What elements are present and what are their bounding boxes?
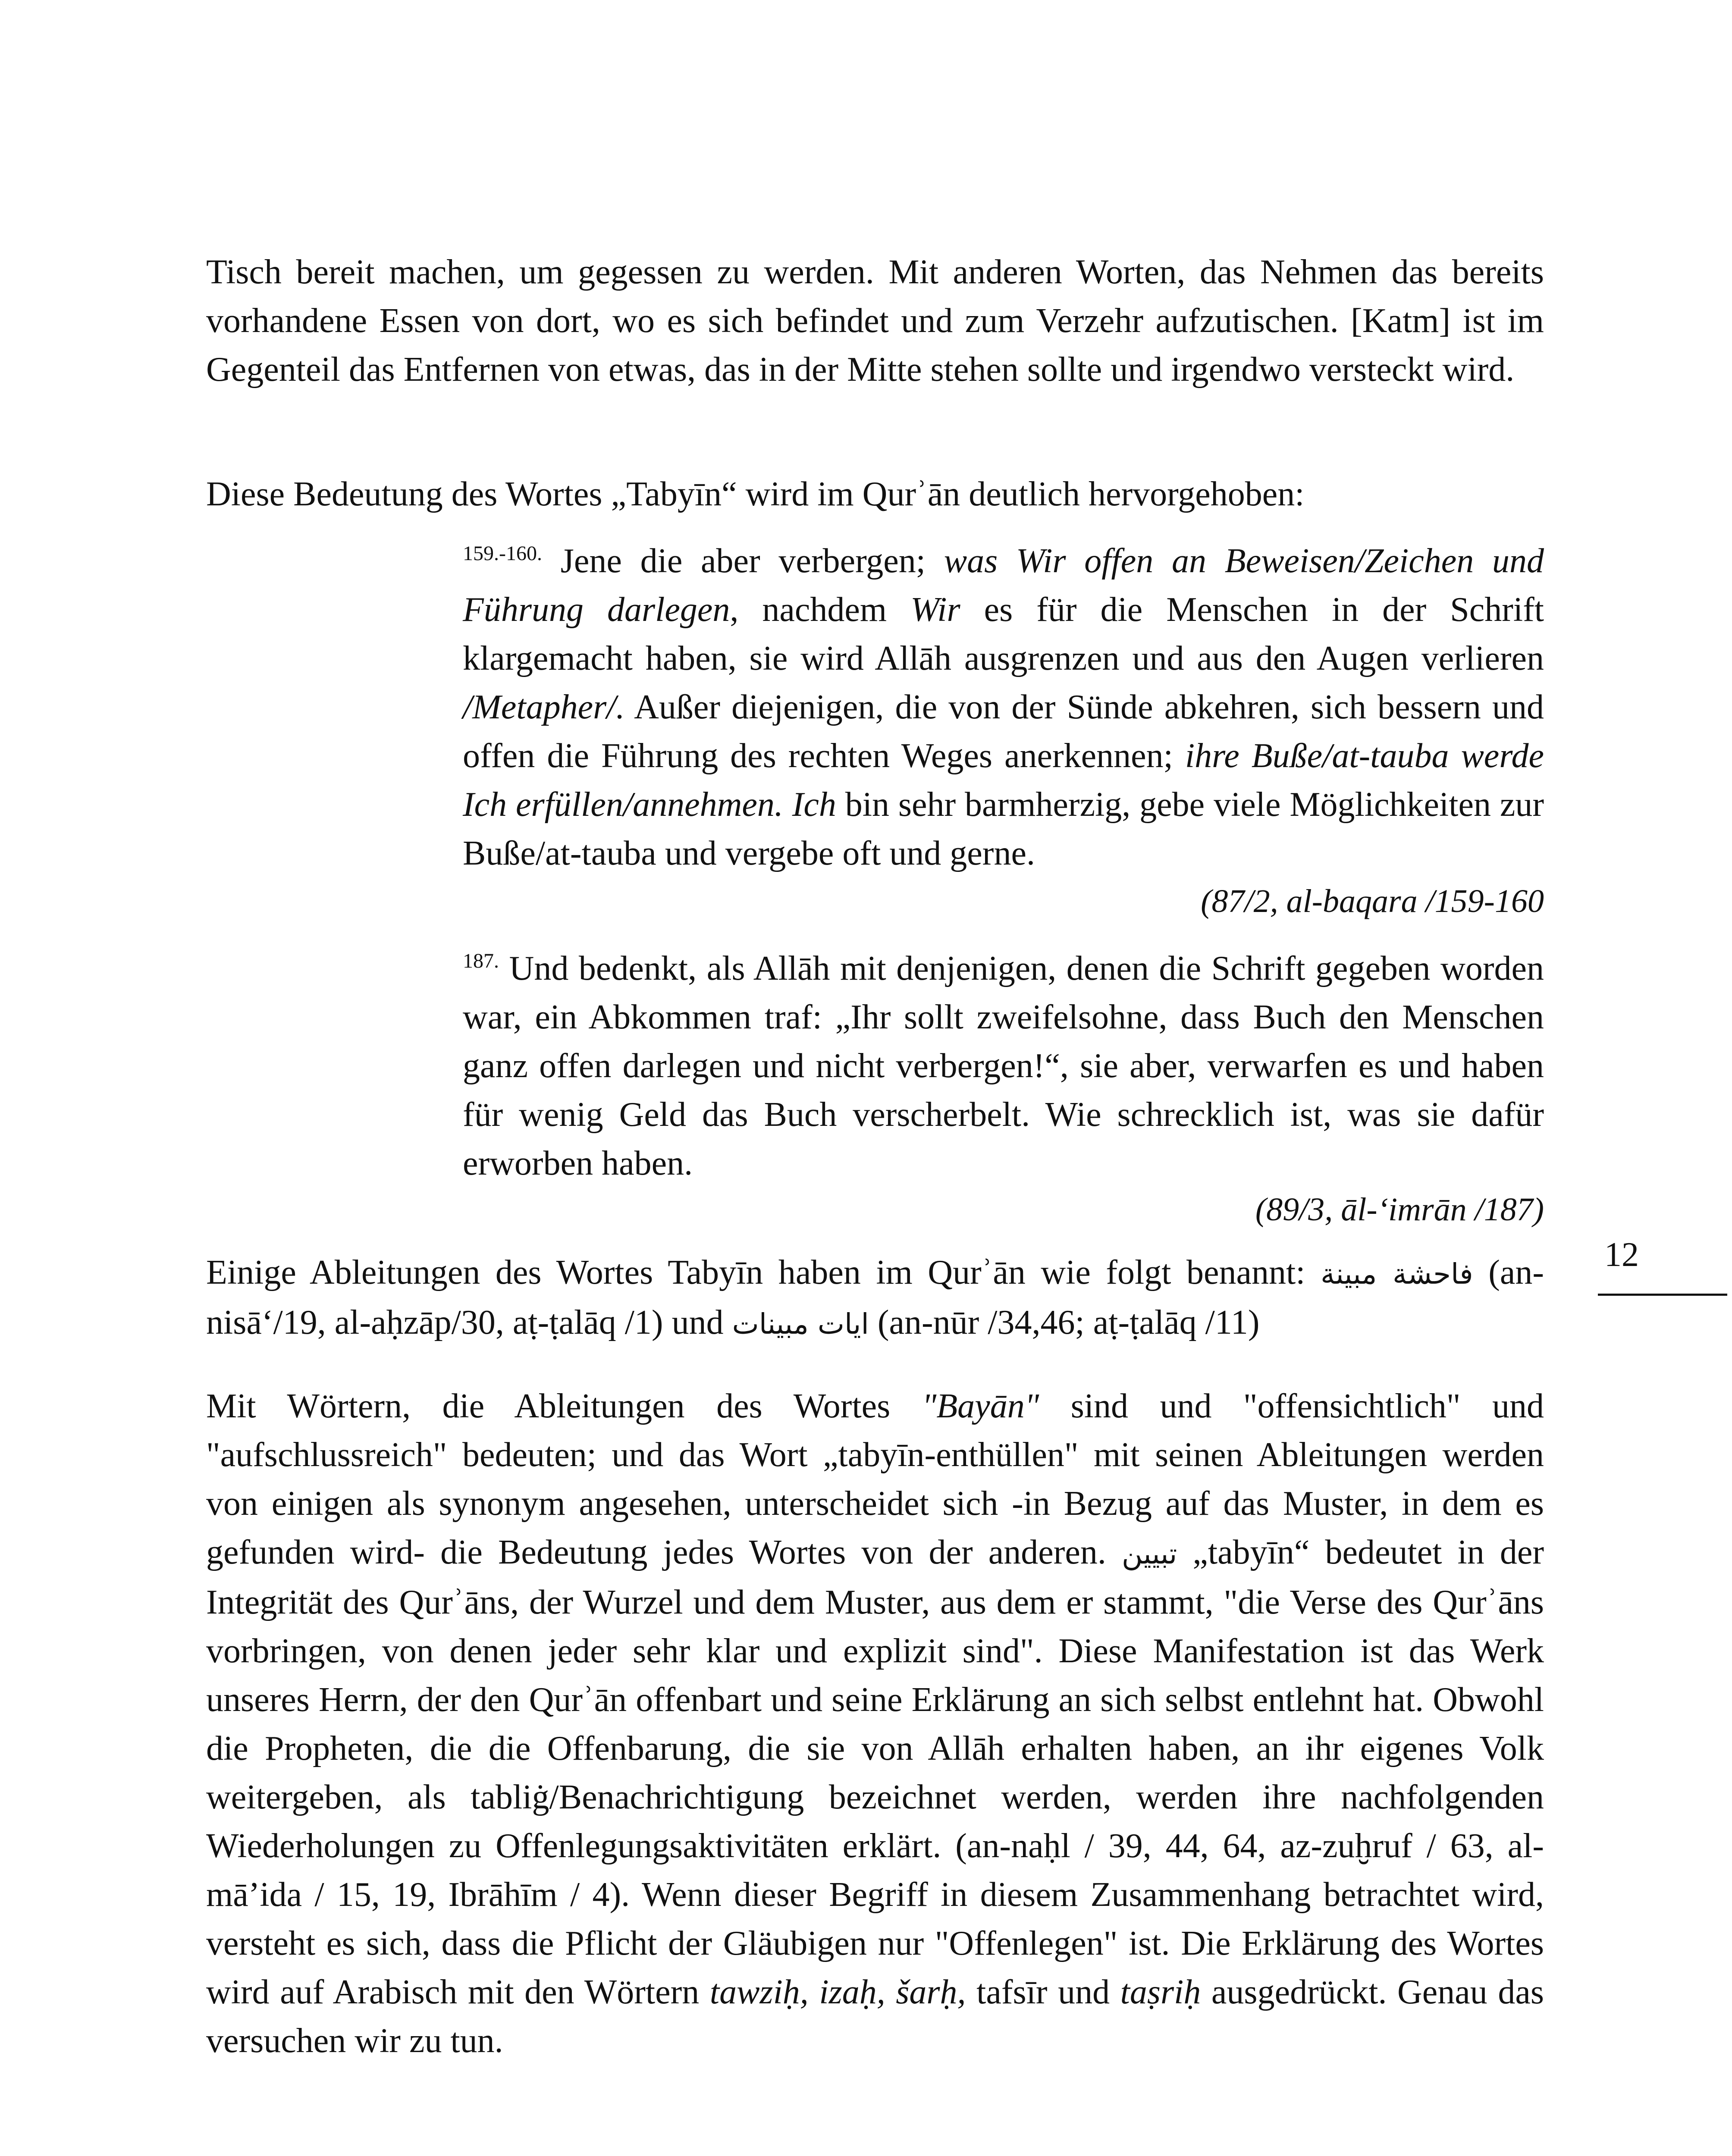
quran-quote-1-text — [463, 537, 1544, 878]
text-run: (an-nisāʻ/19, al-aḥzāp/30, aṭ-ṭalāq /1) und — [206, 1253, 1544, 1341]
text-run: Mit Wörtern, die Ableitungen des Wortes — [206, 1387, 922, 1425]
quote-italic: Wir — [910, 591, 960, 629]
paragraph-4 — [206, 1382, 1544, 2065]
quran-reference-1: (87/2, al-baqara /159-160 — [1201, 883, 1544, 919]
quote-text: , nachdem — [730, 591, 911, 629]
paragraph-4-text — [206, 1382, 1544, 2065]
quote-text: es für die Menschen in der Schrift klargemacht haben, sie wird Allāh ausgrenzen und aus den Augen verlieren — [463, 591, 1544, 677]
quote-italic: was Wir offen an Beweisen/Zeichen und Führung darlegen — [463, 542, 1544, 629]
text-run: sind und "offensichtlich" und "aufschlussreich" bedeuten; und das Wort „tabyīn-enthüllen" mit seinen Ableitungen werden von einigen als synonym angesehen, unterscheidet sich -in Bezug auf das Muster, in dem es gefunden wird- die Bedeutung jedes Wortes von der anderen. — [206, 1387, 1544, 1571]
page-number-rule — [1598, 1294, 1727, 1296]
verse-number: 159.-160. — [463, 542, 542, 565]
paragraph-2-text: Diese Bedeutung des Wortes „Tabyīn“ wird im Qurʾān deutlich hervorgehoben: — [206, 475, 1305, 513]
quote-italic: ihre Buße/at-tauba werde Ich erfüllen/annehmen. Ich — [463, 737, 1544, 824]
quran-quote-2-text — [463, 944, 1544, 1188]
quote-text: Und bedenkt, als Allāh mit denjenigen, denen die Schrift gegeben worden war, ein Abkommen traf: „Ihr sollt zweifelsohne, dass Buch den Menschen ganz offen darlegen und nicht verbergen!“, sie aber, verwarfen es und haben für wenig Geld das Buch verscherbelt. Wie schrecklich ist, was sie dafür erworben haben. — [463, 950, 1544, 1182]
arabic-term: فاحشة مبينة — [1321, 1257, 1473, 1291]
text-run: ausgedrückt. Genau das versuchen wir zu tun. — [206, 1973, 1544, 2060]
quran-reference-2: (89/3, āl-ʻimrān /187) — [1255, 1191, 1544, 1228]
quran-quote-1 — [463, 537, 1544, 878]
text-run: „tabyīn“ bedeutet in der Integrität des Qurʾāns, der Wurzel und dem Muster, aus dem er stammt, "die Verse des Qurʾāns vorbringen, von denen jeder sehr klar und explizit sind". Diese Manifestation ist das Werk unseres Herrn, der den Qurʾān offenbart und seine Erklärung an sich selbst entlehnt hat. Obwohl die Propheten, die die Offenbarung, die sie von Allāh erhalten haben, an ihr eigenes Volk weitergeben, als tabliġ/Benachrichtigung bezeichnet werden, werden ihre nachfolgenden Wiederholungen zu Offenlegungsaktivitäten erklärt. (an-naḥl / 39, 44, 64, az-zuḫruf / 63, al-māʼida / 15, 19, Ibrāhīm / 4). Wenn dieser Begriff in diesem Zusammenhang betrachtet wird, versteht es sich, dass die Pflicht der Gläubigen nur "Offenlegen" ist. Die Erklärung des Wortes wird auf Arabisch mit den Wörtern — [206, 1533, 1544, 2011]
quote-text: bin sehr barmherzig, gebe viele Möglichkeiten zur Buße/at-tauba und vergebe oft und gerne. — [463, 786, 1544, 872]
quote-italic: /Metapher/. — [463, 688, 625, 726]
text-run: tafsīr und — [966, 1973, 1120, 2011]
paragraph-1-text: Tisch bereit machen, um gegessen zu werden. Mit anderen Worten, das Nehmen das bereits vorhandene Essen von dort, wo es sich befindet und zum Verzehr aufzutischen. [Katm] ist im Gegenteil das Entfernen von etwas, das in der Mitte stehen sollte und irgendwo versteckt wird. — [206, 253, 1544, 389]
text-run: (an-nūr /34,46; aṭ-ṭalāq /11) — [869, 1304, 1260, 1341]
verse-number: 187. — [463, 950, 499, 972]
paragraph-5 — [206, 2152, 1544, 2156]
text-run: Einige Ableitungen des Wortes Tabyīn haben im Qurʾān wie folgt benannt: — [206, 1253, 1321, 1291]
arabic-term: تبيين — [1121, 1537, 1177, 1570]
paragraph-3-text — [206, 1248, 1544, 1348]
paragraph-1 — [206, 248, 1544, 394]
italic-term: taṣriḥ — [1120, 1973, 1201, 2011]
quran-quote-2 — [463, 944, 1544, 1188]
paragraph-5-text — [206, 2152, 1544, 2156]
quote-text: Außer diejenigen, die von der Sünde abkehren, sich bessern und offen die Führung des rechten Weges anerkennen; — [463, 688, 1544, 775]
page-number: 12 — [1604, 1236, 1639, 1274]
arabic-term: ايات مبينات — [732, 1307, 869, 1341]
paragraph-2 — [206, 470, 1544, 519]
italic-term: "Bayān" — [922, 1387, 1039, 1425]
italic-term: tawziḥ, izaḥ, šarḥ, — [709, 1973, 966, 2011]
quote-text: Jene die aber verbergen; — [542, 542, 944, 580]
paragraph-3 — [206, 1248, 1544, 1348]
